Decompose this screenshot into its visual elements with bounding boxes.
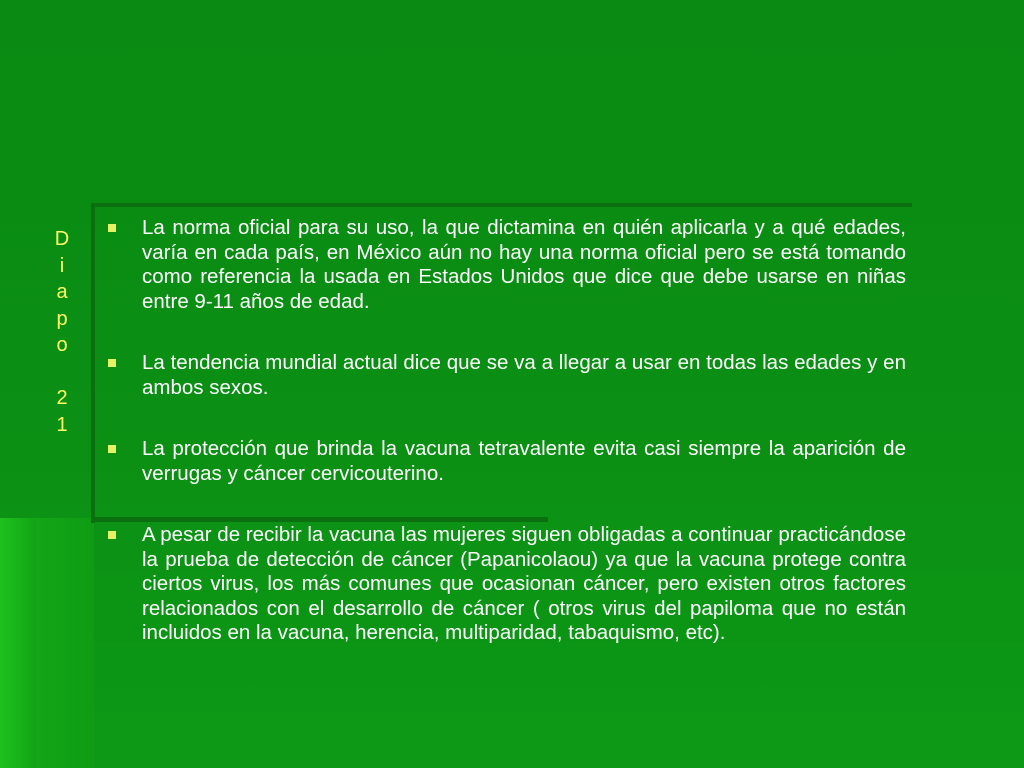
slide-label-char: i	[59, 254, 65, 277]
slide-label-char: a	[56, 281, 68, 303]
square-bullet-icon	[108, 224, 116, 232]
bullet-item	[104, 523, 906, 646]
decorative-bar-top	[94, 203, 912, 207]
slide-label-char: 2	[56, 387, 68, 409]
slide-label-char	[50, 359, 74, 386]
slide-label-char: 1	[56, 413, 68, 436]
bullet-text: La norma oficial para su uso, la que dictamina en quién aplicarla y a qué edades, varía en cada país, en México aún no hay una norma oficial pero se está tomando como referencia la usada en Estados Unidos que dice que debe usarse en niñas entre 9-11 años de edad.	[142, 216, 906, 313]
bullet-text: La protección que brinda la vacuna tetravalente evita casi siempre la aparición de verrugas y cáncer cervicouterino.	[142, 437, 906, 485]
square-bullet-icon	[108, 531, 116, 539]
bullet-item	[104, 351, 906, 400]
square-bullet-icon	[108, 359, 116, 367]
slide-label-char: D	[54, 228, 70, 250]
decorative-bar-vertical	[91, 203, 95, 523]
slide-label-char: p	[56, 307, 68, 330]
bullet-item	[104, 216, 906, 314]
slide-content	[104, 216, 906, 683]
slide-label	[50, 226, 74, 438]
bullet-item	[104, 437, 906, 486]
square-bullet-icon	[108, 445, 116, 453]
bullet-text: La tendencia mundial actual dice que se va a llegar a usar en todas las edades y en ambos sexos.	[142, 351, 906, 399]
bullet-text: A pesar de recibir la vacuna las mujeres siguen obligadas a continuar practicándose la prueba de detección de cáncer (Papanicolaou) ya que la vacuna protege contra ciertos virus, los más comunes que ocasionan cáncer, pero existen otros factores relacionados con el desarrollo de cáncer ( otros virus del papiloma que no están incluidos en la vacuna, herencia, multiparidad, tabaquismo, etc).	[142, 523, 906, 644]
slide-label-char: o	[56, 334, 68, 356]
decorative-stripe-outer	[0, 518, 36, 768]
decorative-stripe-inner	[36, 518, 94, 768]
